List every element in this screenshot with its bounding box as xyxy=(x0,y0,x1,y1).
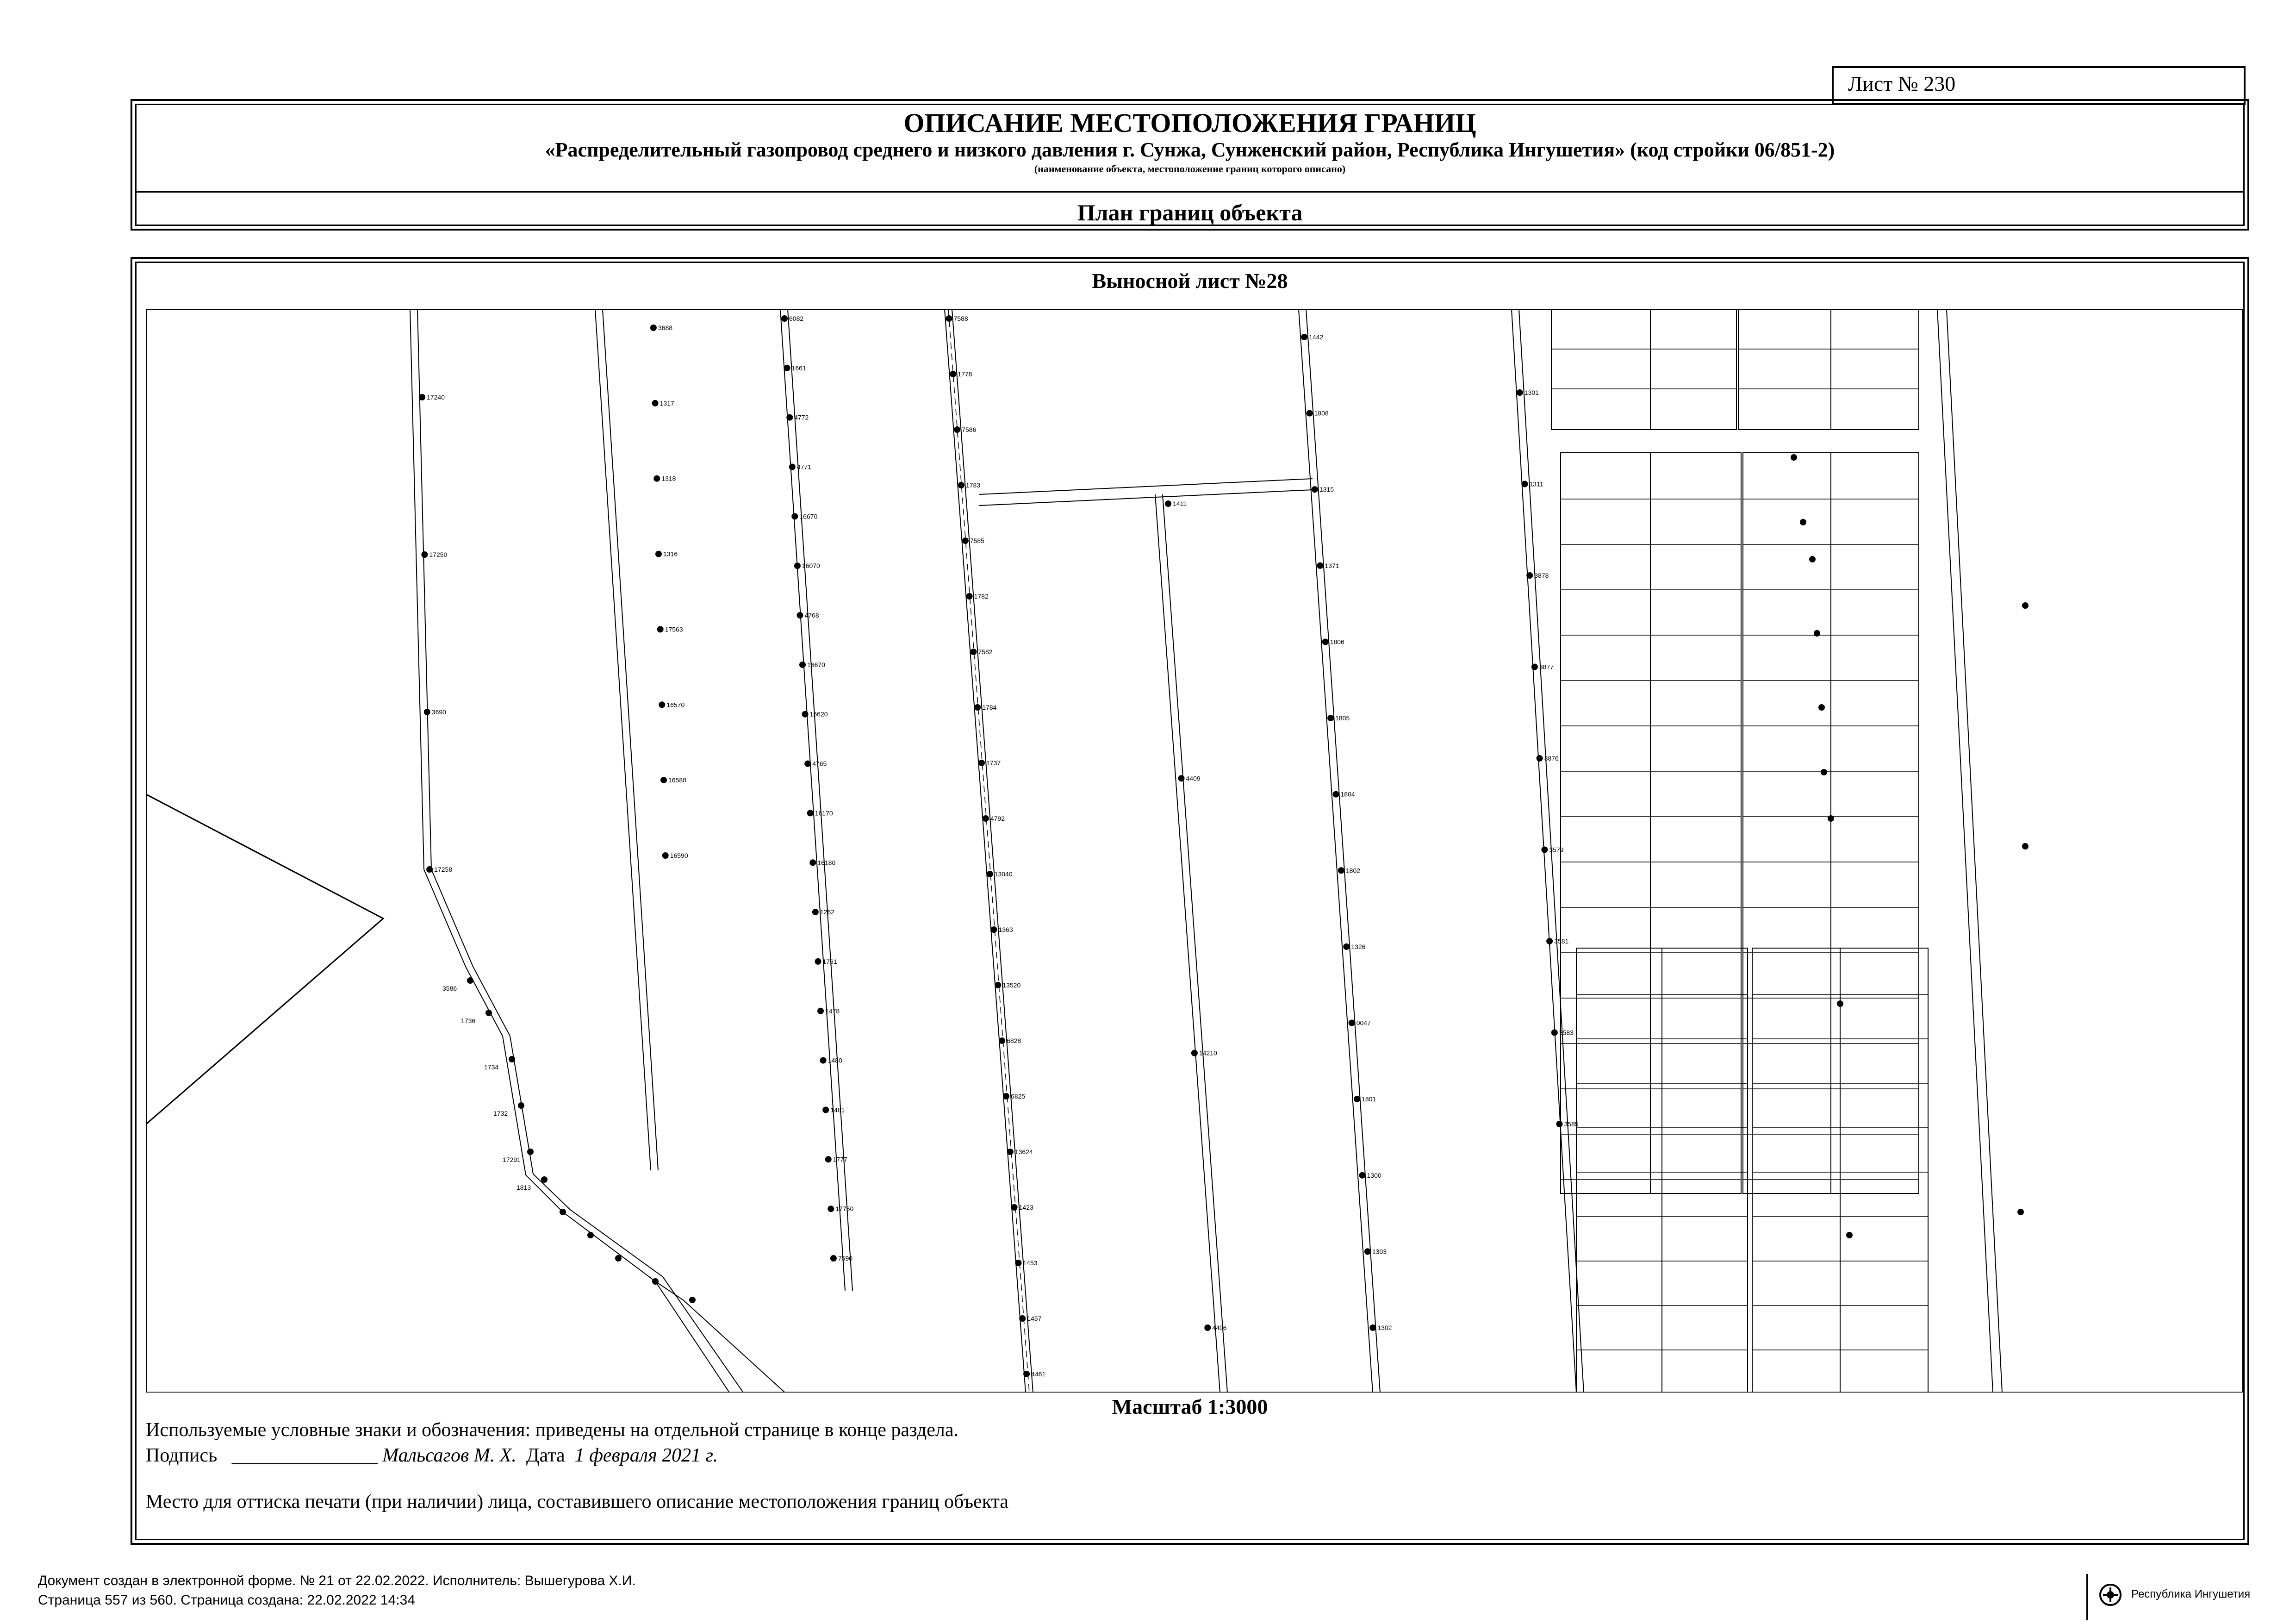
boundary-point xyxy=(419,394,425,400)
point-label: 3878 xyxy=(1534,572,1549,579)
boundary-point xyxy=(1517,389,1523,396)
boundary-point xyxy=(807,810,814,816)
boundary-point xyxy=(541,1176,548,1183)
point-label: 1734 xyxy=(484,1063,499,1071)
boundary-point xyxy=(653,475,660,482)
boundary-point xyxy=(1359,1172,1366,1179)
boundary-point xyxy=(950,371,956,377)
point-label: 17258 xyxy=(434,866,453,873)
point-label: 1808 xyxy=(1314,409,1329,417)
boundary-point xyxy=(424,709,430,715)
point-label: 1805 xyxy=(1335,714,1350,722)
point-label: 17240 xyxy=(427,394,445,401)
footer-brand: Республика Ингушетия xyxy=(2131,1588,2251,1600)
footer-line-1: Документ создан в электронной форме. № 21 от 22.02.2022. Исполнитель: Вышегурова Х.И. xyxy=(38,1573,636,1588)
boundary-point xyxy=(1191,1050,1198,1056)
point-label: 16570 xyxy=(666,701,685,709)
boundary-point xyxy=(1522,481,1528,487)
footer-divider xyxy=(2086,1574,2088,1620)
point-label: 16580 xyxy=(668,776,686,784)
point-label: 1761 xyxy=(822,957,837,965)
point-label: 3877 xyxy=(1539,663,1554,671)
boundary-point xyxy=(970,649,977,655)
point-label: 16170 xyxy=(815,809,833,817)
boundary-point xyxy=(1007,1149,1014,1155)
point-label: 1316 xyxy=(663,550,678,558)
emblem-icon xyxy=(2097,1581,2124,1609)
point-label: 1783 xyxy=(965,481,981,489)
boundary-point xyxy=(509,1056,515,1062)
point-label: 7590 xyxy=(838,1255,853,1262)
boundary-point xyxy=(991,926,997,933)
boundary-point xyxy=(650,325,657,331)
boundary-point xyxy=(804,761,811,767)
date-label: Дата xyxy=(526,1445,565,1466)
boundary-point xyxy=(518,1102,524,1109)
boundary-point xyxy=(662,852,669,859)
point-label: 1777 xyxy=(833,1156,847,1163)
extension-sheet-title: Выносной лист №28 xyxy=(1092,269,1288,293)
boundary-point xyxy=(1354,1096,1360,1102)
boundary-point xyxy=(560,1209,566,1215)
boundary-point xyxy=(1814,630,1820,637)
point-label: 3586 xyxy=(442,985,457,992)
point-label: 3579 xyxy=(1549,846,1564,854)
boundary-point xyxy=(946,315,952,322)
point-label: 1784 xyxy=(982,704,997,711)
point-label: 3583 xyxy=(1559,1029,1574,1037)
footer-line-2: Страница 557 из 560. Страница создана: 22.02.2022 14:34 xyxy=(38,1593,416,1608)
header-object-note: (наименование объекта, местоположение границ которого описано) xyxy=(1034,163,1346,175)
point-label: 3581 xyxy=(1554,937,1569,945)
point-label: 4771 xyxy=(796,463,811,471)
point-label: 7582 xyxy=(978,648,993,656)
boundary-point xyxy=(1023,1371,1030,1377)
point-label: 7588 xyxy=(953,315,968,322)
boundary-point xyxy=(421,551,428,558)
boundary-point xyxy=(1349,1020,1355,1026)
boundary-point xyxy=(828,1206,834,1212)
boundary-point xyxy=(1333,791,1339,798)
point-label: 1363 xyxy=(998,926,1013,933)
point-label: 1736 xyxy=(461,1017,476,1024)
point-label: 1311 xyxy=(1529,480,1543,488)
point-label: 3688 xyxy=(658,324,673,331)
boundary-point xyxy=(1541,847,1548,853)
point-label: 13624 xyxy=(1014,1148,1033,1156)
boundary-point xyxy=(527,1149,534,1155)
point-label: 1457 xyxy=(1027,1315,1042,1322)
boundary-point xyxy=(657,626,664,632)
boundary-point xyxy=(815,958,821,965)
boundary-point xyxy=(689,1297,696,1303)
boundary-point xyxy=(1204,1324,1211,1331)
point-label: 6825 xyxy=(1011,1093,1026,1100)
boundary-point xyxy=(1015,1260,1021,1266)
point-label: 1315 xyxy=(1319,486,1334,493)
point-label: 1481 xyxy=(830,1106,845,1114)
point-label: 6828 xyxy=(1007,1037,1021,1044)
boundary-point xyxy=(825,1156,832,1162)
boundary-point xyxy=(966,593,973,600)
boundary-point xyxy=(1828,815,1834,822)
boundary-point xyxy=(797,612,803,618)
point-label: 16070 xyxy=(802,562,820,570)
boundary-point xyxy=(802,711,809,718)
point-label: 7585 xyxy=(970,537,984,544)
plan-title: План границ объекта xyxy=(1077,200,1303,225)
boundary-point xyxy=(995,982,1001,988)
point-label: 13520 xyxy=(1002,981,1021,989)
point-label: 1478 xyxy=(825,1007,840,1015)
point-label: 1737 xyxy=(986,759,1001,767)
boundary-point xyxy=(781,315,788,322)
point-label: 16590 xyxy=(670,852,688,859)
boundary-point xyxy=(1317,562,1323,569)
point-label: 1411 xyxy=(1173,500,1187,507)
point-label: 7586 xyxy=(962,426,977,433)
boundary-point xyxy=(799,662,806,668)
signature-line: _______________ xyxy=(231,1445,378,1466)
boundary-point xyxy=(1019,1315,1026,1322)
boundary-point xyxy=(2022,843,2028,849)
boundary-point xyxy=(1369,1324,1376,1331)
header-title: ОПИСАНИЕ МЕСТОПОЛОЖЕНИЯ ГРАНИЦ xyxy=(903,108,1476,138)
point-label: 1661 xyxy=(791,364,806,372)
boundary-point xyxy=(2022,602,2028,609)
signature-row xyxy=(146,1444,718,1467)
point-label: 1371 xyxy=(1325,562,1339,569)
boundary-point xyxy=(983,815,989,822)
signature-date: 1 февраля 2021 г. xyxy=(574,1445,718,1466)
point-label: 1801 xyxy=(1362,1095,1376,1103)
boundary-point xyxy=(426,866,433,873)
boundary-point xyxy=(1809,556,1816,562)
point-label: 1778 xyxy=(958,370,972,378)
boundary-point xyxy=(962,537,969,544)
point-label: 4765 xyxy=(812,760,827,768)
point-label: 1453 xyxy=(1023,1259,1038,1267)
point-label: 1301 xyxy=(1524,389,1539,396)
boundary-point xyxy=(1821,769,1827,775)
stamp-note: Место для оттиска печати (при наличии) лица, составившего описание местоположения границ объекта xyxy=(146,1491,1009,1512)
boundary-point xyxy=(1343,943,1350,950)
boundary-point xyxy=(1556,1121,1563,1127)
point-label: 14210 xyxy=(1199,1049,1217,1057)
boundary-point xyxy=(1312,486,1318,493)
map-scale: Масштаб 1:3000 xyxy=(1112,1395,1268,1418)
point-label: 1317 xyxy=(660,399,674,407)
point-label: 17563 xyxy=(665,625,683,633)
point-label: 1442 xyxy=(1309,333,1324,341)
signature-label: Подпись xyxy=(146,1445,218,1466)
boundary-point xyxy=(830,1255,837,1262)
point-label: 1802 xyxy=(1345,867,1361,874)
legend-note: Используемые условные знаки и обозначения: приведены на отдельной странице в конце раздела. xyxy=(146,1419,958,1441)
boundary-point xyxy=(958,482,964,488)
point-label: 4461 xyxy=(1031,1370,1046,1378)
point-label: 6082 xyxy=(789,315,804,322)
point-label: 3585 xyxy=(1564,1120,1579,1128)
boundary-point xyxy=(1165,500,1171,507)
boundary-point xyxy=(954,426,960,433)
point-label: 17750 xyxy=(835,1205,854,1213)
point-label: 1318 xyxy=(661,475,676,482)
point-label: 1326 xyxy=(1351,943,1366,950)
boundary-point xyxy=(1327,715,1334,721)
boundary-point xyxy=(1003,1093,1009,1099)
boundary-point xyxy=(786,414,793,421)
boundary-point xyxy=(1526,572,1533,579)
boundary-point xyxy=(467,977,473,984)
point-label: 1300 xyxy=(1367,1171,1381,1179)
boundary-point xyxy=(978,760,985,766)
boundary-point xyxy=(2017,1209,2024,1215)
boundary-point xyxy=(817,1008,824,1014)
point-label: 16670 xyxy=(799,512,818,520)
signer-name: Мальсагов М. Х. xyxy=(382,1445,516,1466)
boundary-point xyxy=(652,400,659,406)
boundary-point xyxy=(789,464,796,470)
boundary-point xyxy=(1178,775,1185,781)
boundary-point xyxy=(1818,704,1825,711)
point-label: 1262 xyxy=(820,908,835,916)
point-label: 4406 xyxy=(1212,1324,1227,1331)
boundary-point xyxy=(820,1057,827,1064)
point-label: 1813 xyxy=(516,1184,531,1191)
sheet-number: Лист № 230 xyxy=(1848,72,1956,95)
point-label: 17250 xyxy=(429,551,448,558)
point-label: 0047 xyxy=(1356,1019,1371,1027)
boundary-map xyxy=(146,309,2243,1393)
boundary-point xyxy=(809,859,816,866)
point-label: 1480 xyxy=(828,1056,842,1064)
point-label: 1732 xyxy=(493,1110,508,1117)
point-label: 1302 xyxy=(1377,1324,1392,1331)
boundary-point xyxy=(812,909,819,915)
boundary-point xyxy=(1846,1232,1853,1238)
boundary-point xyxy=(655,551,662,557)
boundary-point xyxy=(1551,1030,1558,1036)
point-label: 4768 xyxy=(804,612,819,619)
point-label: 1804 xyxy=(1340,790,1355,798)
boundary-point xyxy=(1338,867,1344,874)
point-label: 1806 xyxy=(1330,638,1344,646)
boundary-point xyxy=(1364,1248,1371,1255)
point-label: 1303 xyxy=(1372,1248,1387,1255)
boundary-point xyxy=(1837,1000,1843,1007)
point-label: 17291 xyxy=(503,1156,521,1163)
boundary-point xyxy=(791,513,798,519)
boundary-point xyxy=(1537,755,1543,762)
boundary-point xyxy=(615,1255,622,1262)
boundary-point xyxy=(1307,410,1313,417)
boundary-point xyxy=(1800,519,1806,525)
boundary-point xyxy=(784,365,790,371)
point-label: 4409 xyxy=(1186,775,1201,782)
point-label: 4772 xyxy=(794,413,809,421)
boundary-point xyxy=(1301,334,1307,340)
point-label: 1423 xyxy=(1019,1204,1033,1211)
boundary-point xyxy=(987,871,993,877)
boundary-point xyxy=(1546,938,1553,944)
header-object-name: «Распределительный газопровод среднего и низкого давления г. Сунжа, Сунженский район, Республика Ингушетия» (код стройки 06/851-2) xyxy=(545,138,1835,161)
boundary-point xyxy=(822,1107,829,1113)
boundary-point xyxy=(485,1010,492,1016)
boundary-point xyxy=(999,1037,1005,1044)
point-label: 1782 xyxy=(974,593,989,600)
boundary-point xyxy=(1322,639,1329,645)
boundary-point xyxy=(587,1232,594,1238)
point-label: 3690 xyxy=(431,708,446,716)
point-label: 16670 xyxy=(807,661,825,668)
point-label: 4792 xyxy=(990,815,1005,822)
boundary-point xyxy=(1531,664,1538,670)
point-label: 3876 xyxy=(1544,755,1559,762)
header-divider xyxy=(135,191,2245,193)
point-label: 13040 xyxy=(994,870,1013,878)
boundary-point xyxy=(974,704,981,711)
point-label: 16180 xyxy=(817,859,836,867)
boundary-point xyxy=(794,562,801,569)
boundary-point xyxy=(659,701,665,708)
boundary-point xyxy=(1791,454,1797,461)
boundary-point xyxy=(660,777,667,783)
boundary-point xyxy=(1011,1204,1018,1211)
point-label: 16620 xyxy=(809,710,828,718)
boundary-point xyxy=(652,1278,659,1285)
